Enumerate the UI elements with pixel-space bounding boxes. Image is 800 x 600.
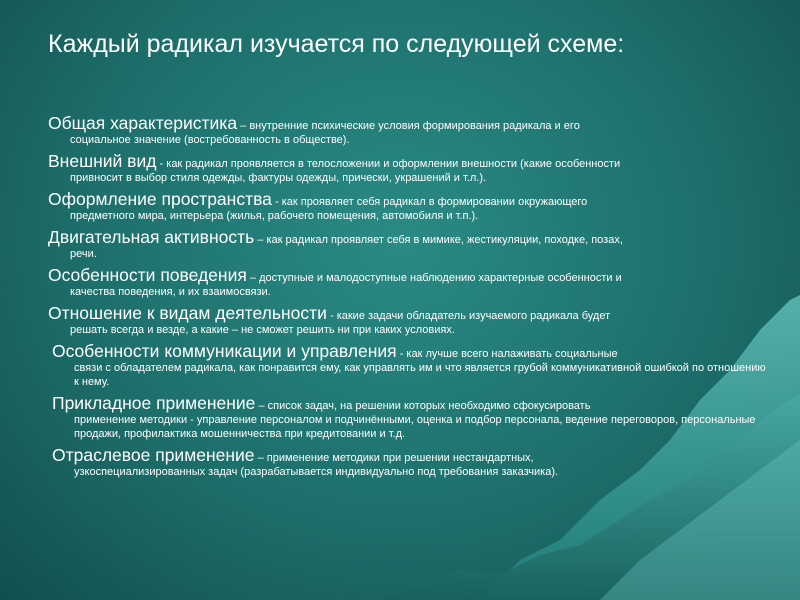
item-description: - как радикал проявляется в телосложении и оформлении внешности (какие особенности: [156, 158, 621, 170]
item-description: - как проявляет себя радикал в формировании окружающего: [271, 196, 588, 208]
item-heading: Отраслевое применение: [52, 445, 255, 465]
item-continuation: связи с обладателем радикала, как понравится ему, как управлять им и что является грубой коммуникативной ошибкой по отношению к нему.: [74, 362, 766, 388]
item-continuation: социальное значение (востребованность в обществе).: [70, 134, 350, 146]
item-heading: Внешний вид: [48, 151, 157, 171]
item-heading: Особенности поведения: [48, 265, 247, 285]
slide-title: Каждый радикал изучается по следующей схеме:: [48, 30, 625, 58]
item-heading: Оформление пространства: [48, 189, 272, 209]
list-item: [48, 189, 773, 223]
list-item: [48, 151, 773, 185]
item-heading: Прикладное применение: [52, 393, 256, 413]
item-continuation: узкоспециализированных задач (разрабатывается индивидуально под требования заказчика).: [74, 466, 559, 478]
item-description: – доступные и малодоступные наблюдению характерные особенности и: [246, 272, 622, 284]
list-item: [48, 341, 773, 389]
item-description: – список задач, на решении которых необходимо сфокусировать: [255, 400, 591, 412]
list-item: [48, 393, 773, 441]
item-description: - какие задачи обладатель изучаемого радикала будет: [326, 310, 611, 322]
scheme-list: [48, 113, 773, 486]
item-description: – внутренние психические условия формирования радикала и его: [237, 120, 580, 132]
item-continuation: привносит в выбор стиля одежды, фактуры одежды, прически, украшений и т.л.).: [70, 172, 487, 184]
list-item: [48, 265, 773, 299]
item-heading: Общая характеристика: [48, 113, 238, 133]
item-continuation: качества поведения, и их взаимосвязи.: [70, 286, 271, 298]
list-item: [48, 303, 773, 337]
item-continuation: речи.: [70, 248, 97, 260]
item-description: – как радикал проявляет себя в мимике, жестикуляции, походке, позах,: [254, 234, 623, 246]
list-item: [48, 113, 773, 147]
item-description: – применение методики при решении нестандартных,: [254, 452, 534, 464]
item-continuation: предметного мира, интерьера (жилья, рабочего помещения, автомобиля и т.п.).: [70, 210, 479, 222]
item-heading: Особенности коммуникации и управления: [52, 341, 397, 361]
item-heading: Двигательная активность: [48, 227, 255, 247]
list-item: [48, 227, 773, 261]
list-item: [48, 445, 773, 479]
item-heading: Отношение к видам деятельности: [48, 303, 327, 323]
item-continuation: решать всегда и везде, а какие – не сможет решить ни при каких условиях.: [70, 324, 455, 336]
item-continuation: применение методики - управление персоналом и подчинёнными, оценка и подбор персонала, ведение переговоров, персональные продажи, профилактика мошенничества при кредитовании и т.д.: [74, 414, 756, 440]
item-description: - как лучше всего налаживать социальные: [396, 348, 618, 360]
